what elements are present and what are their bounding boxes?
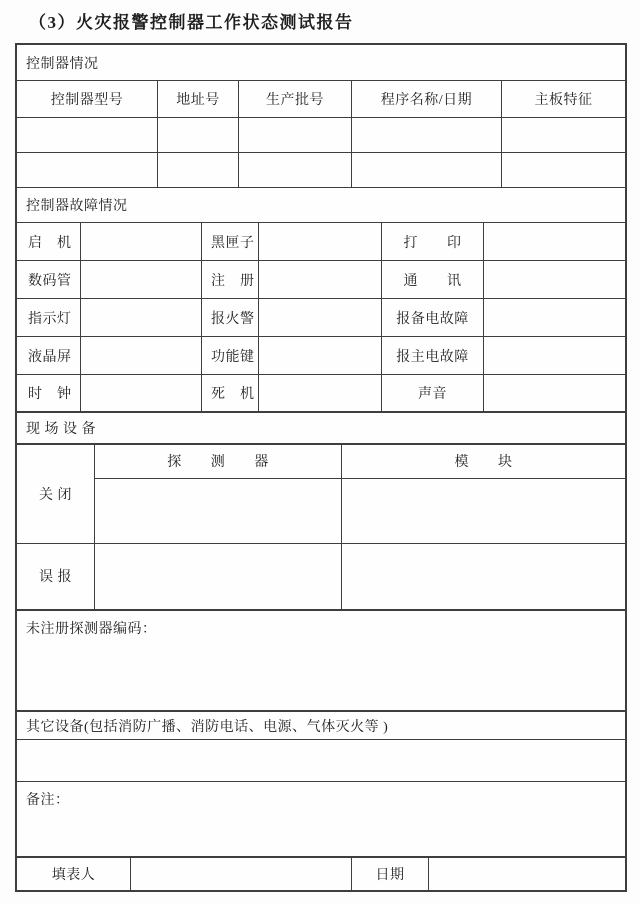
input-cell	[17, 118, 157, 152]
close-data-row	[94, 478, 625, 543]
fault-label-main-power: 报主电故障	[381, 337, 483, 374]
field-devices-section-row	[17, 411, 625, 443]
input-cell	[258, 375, 381, 411]
input-cell	[483, 223, 625, 260]
fault-section-label: 控制器故障情况	[26, 199, 128, 214]
fault-label-crash: 死 机	[201, 375, 258, 411]
remarks-label: 备注：	[26, 793, 70, 808]
input-cell	[80, 337, 201, 374]
column-header-address: 地址号	[157, 81, 238, 117]
controller-info-header-row	[17, 80, 625, 117]
fault-label-backup-power: 报备电故障	[381, 299, 483, 336]
column-header-mainboard: 主板特征	[501, 81, 625, 117]
false-alarm-row-label: 误 报	[17, 543, 94, 609]
other-devices-data-row	[17, 739, 625, 781]
input-cell	[258, 299, 381, 336]
module-column-header: 模 块	[341, 445, 625, 478]
fault-row	[17, 298, 625, 336]
fault-label-boot: 启 机	[28, 235, 72, 251]
false-alarm-data-row	[94, 543, 625, 609]
fault-label-clock: 时 钟	[28, 387, 72, 402]
column-header-model: 控制器型号	[50, 93, 124, 108]
fault-row	[17, 374, 625, 411]
field-devices-header-row	[94, 445, 625, 478]
input-cell	[80, 223, 201, 260]
column-header-batch: 生产批号	[238, 81, 351, 117]
input-cell	[501, 153, 625, 187]
input-cell	[157, 118, 238, 152]
input-cell	[483, 375, 625, 411]
page-title: （3）火灾报警控制器工作状态测试报告	[29, 13, 354, 32]
unregistered-detector-row	[17, 609, 625, 710]
input-cell	[351, 118, 501, 152]
fault-row	[17, 260, 625, 298]
input-cell	[80, 299, 201, 336]
other-devices-label: 其它设备(包括消防广播、消防电话、电源、气体灭火等 )	[26, 719, 389, 735]
date-label: 日期	[351, 858, 428, 890]
input-cell	[17, 740, 625, 781]
field-devices-row-labels	[17, 445, 94, 609]
fault-label-lcd: 液晶屏	[28, 349, 72, 365]
fault-label-print: 打 印	[381, 223, 483, 260]
fault-label-indicator: 指示灯	[28, 311, 72, 327]
input-cell	[258, 261, 381, 298]
fault-label-register: 注 册	[201, 261, 258, 298]
input-cell	[351, 153, 501, 187]
remarks-row	[17, 781, 625, 856]
input-cell	[238, 118, 351, 152]
input-cell	[130, 858, 351, 890]
filler-label: 填表人	[51, 868, 96, 883]
fault-row	[17, 336, 625, 374]
input-cell	[94, 479, 341, 543]
fault-label-digital-tube: 数码管	[28, 273, 72, 289]
fault-section-row	[17, 187, 625, 222]
footer-row	[17, 856, 625, 890]
input-cell	[483, 299, 625, 336]
close-row-label: 关 闭	[39, 487, 72, 503]
controller-info-data-row	[17, 117, 625, 152]
input-cell	[238, 153, 351, 187]
fault-label-function-key: 功能键	[201, 337, 258, 374]
report-table	[15, 43, 627, 892]
fault-label-communication: 通 讯	[381, 261, 483, 298]
input-cell	[157, 153, 238, 187]
fault-label-sound: 声音	[381, 375, 483, 411]
controller-info-data-row	[17, 152, 625, 187]
input-cell	[80, 261, 201, 298]
input-cell	[501, 118, 625, 152]
input-cell	[341, 544, 625, 609]
column-header-program: 程序名称/日期	[351, 81, 501, 117]
field-devices-section-label: 现 场 设 备	[26, 422, 96, 437]
detector-column-header: 探 测 器	[94, 445, 341, 478]
fault-row	[17, 222, 625, 260]
controller-info-section-label: 控制器情况	[26, 56, 99, 72]
input-cell	[428, 858, 625, 890]
input-cell	[258, 337, 381, 374]
field-devices-columns	[94, 445, 625, 609]
other-devices-row	[17, 710, 625, 739]
field-devices-grid	[17, 443, 625, 609]
input-cell	[483, 261, 625, 298]
input-cell	[94, 544, 341, 609]
input-cell	[341, 479, 625, 543]
input-cell	[483, 337, 625, 374]
unregistered-detector-label: 未注册探测器编码：	[26, 622, 157, 637]
input-cell	[17, 153, 157, 187]
input-cell	[80, 375, 201, 411]
fault-label-fire-alarm: 报火警	[201, 299, 258, 336]
fault-label-blackbox: 黑匣子	[201, 223, 258, 260]
controller-info-section-row	[17, 45, 625, 80]
input-cell	[258, 223, 381, 260]
